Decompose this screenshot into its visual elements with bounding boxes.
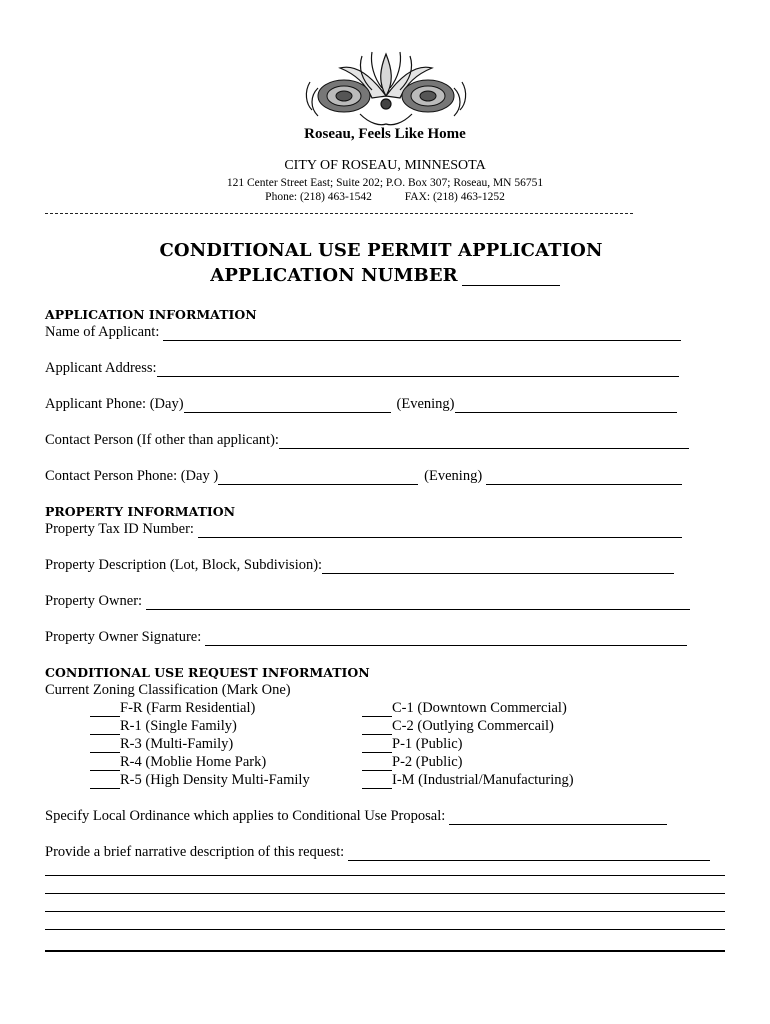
city-name: CITY OF ROSEAU, MINNESOTA [284,158,486,173]
zoning-checkbox[interactable] [362,720,392,735]
property-description-field[interactable] [322,559,674,574]
owner-signature-row [45,629,687,646]
narrative-field[interactable] [348,846,710,861]
zoning-option-label: F-R (Farm Residential) [120,700,256,716]
applicant-phone-evening-label: (Evening) [396,396,455,412]
zoning-option-label: R-5 (High Density Multi-Family [120,772,310,788]
zoning-option[interactable] [362,718,554,735]
zoning-option-label: I-M (Industrial/Manufacturing) [392,772,574,788]
zoning-checkbox[interactable] [90,738,120,753]
zoning-option-label: C-2 (Outlying Commercail) [392,718,554,734]
city-fax: FAX: (218) 463-1252 [404,191,505,203]
narrative-line[interactable] [45,893,725,894]
property-info-heading: PROPERTY INFORMATION [45,504,236,519]
city-contact-numbers [0,191,770,203]
city-phone: Phone: (218) 463-1542 [265,191,372,203]
tax-id-field[interactable] [198,523,682,538]
zoning-option-label: R-4 (Moblie Home Park) [120,754,267,770]
contact-person-field[interactable] [279,434,689,449]
page-bottom-rule [45,950,725,952]
contact-phone-evening-field[interactable] [486,470,682,485]
tax-id-label: Property Tax ID Number: [45,521,194,537]
property-owner-row [45,593,690,610]
applicant-name-label: Name of Applicant: [45,324,160,340]
zoning-checkbox[interactable] [362,702,392,717]
applicant-phone-day-label: Applicant Phone: (Day) [45,396,184,412]
zoning-option[interactable] [90,718,237,735]
zoning-option-label: R-1 (Single Family) [120,718,237,734]
property-owner-field[interactable] [146,595,690,610]
narrative-row [45,844,710,861]
city-logo [300,44,472,132]
ordinance-row [45,808,667,825]
zoning-checkbox[interactable] [90,702,120,717]
narrative-label: Provide a brief narrative description of this request: [45,844,345,860]
ordinance-label: Specify Local Ordinance which applies to Conditional Use Proposal: [45,808,446,824]
city-motto: Roseau, Feels Like Home [304,126,466,142]
contact-phone-row [45,468,682,485]
zoning-option-label: R-3 (Multi-Family) [120,736,234,752]
zoning-label: Current Zoning Classification (Mark One) [45,682,291,698]
narrative-line[interactable] [45,929,725,930]
zoning-option[interactable] [90,754,266,771]
zoning-checkbox[interactable] [362,756,392,771]
zoning-checkbox[interactable] [90,720,120,735]
contact-phone-evening-label: (Evening) [424,468,483,484]
zoning-checkbox[interactable] [362,774,392,789]
owner-signature-label: Property Owner Signature: [45,629,202,645]
zoning-option-label: P-1 (Public) [392,736,463,752]
application-number-label: APPLICATION NUMBER [210,265,458,286]
zoning-option[interactable] [362,736,462,753]
applicant-phone-row [45,396,677,413]
property-description-row [45,557,674,574]
zoning-option[interactable] [90,700,255,717]
tax-id-row [45,521,682,538]
property-owner-label: Property Owner: [45,593,143,609]
applicant-address-row [45,360,679,377]
contact-person-label: Contact Person (If other than applicant): [45,432,279,448]
narrative-line[interactable] [45,911,725,912]
zoning-checkbox[interactable] [90,774,120,789]
applicant-phone-day-field[interactable] [184,398,391,413]
zoning-option[interactable] [362,700,567,717]
contact-person-row [45,432,689,449]
property-description-label: Property Description (Lot, Block, Subdivision): [45,557,323,573]
zoning-checkbox[interactable] [90,756,120,771]
zoning-option-label: C-1 (Downtown Commercial) [392,700,567,716]
zoning-checkbox[interactable] [362,738,392,753]
application-number [0,265,770,286]
zoning-option[interactable] [362,772,574,789]
zoning-option[interactable] [90,736,233,753]
contact-phone-day-field[interactable] [218,470,418,485]
city-address: 121 Center Street East; Suite 202; P.O. Box 307; Roseau, MN 56751 [226,177,544,189]
applicant-name-row [45,324,681,341]
request-info-heading: CONDITIONAL USE REQUEST INFORMATION [45,665,370,680]
owner-signature-field[interactable] [205,631,687,646]
zoning-option-label: P-2 (Public) [392,754,463,770]
application-number-field[interactable] [462,269,560,286]
applicant-address-field[interactable] [157,362,679,377]
zoning-option[interactable] [362,754,462,771]
zoning-option[interactable] [90,772,310,789]
applicant-address-label: Applicant Address: [45,360,157,376]
narrative-line[interactable] [45,875,725,876]
form-title: CONDITIONAL USE PERMIT APPLICATION [159,240,603,261]
header-divider [45,213,633,214]
applicant-phone-evening-field[interactable] [455,398,677,413]
applicant-name-field[interactable] [163,326,681,341]
ordinance-field[interactable] [449,810,667,825]
application-info-heading: APPLICATION INFORMATION [45,307,257,322]
contact-phone-day-label: Contact Person Phone: (Day ) [45,468,219,484]
